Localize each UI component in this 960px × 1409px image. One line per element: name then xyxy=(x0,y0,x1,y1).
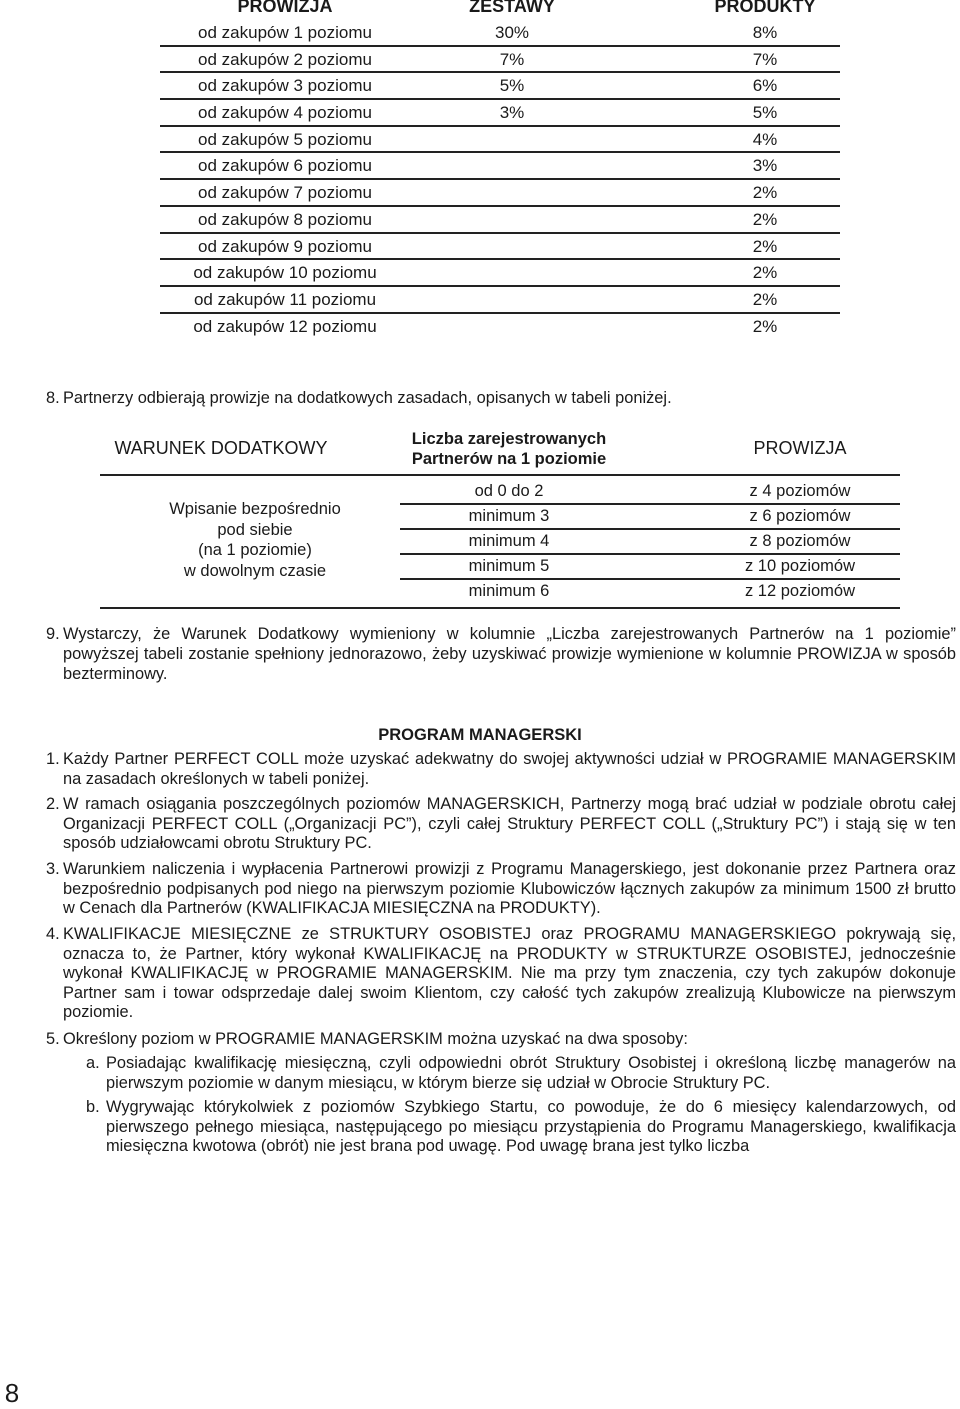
commission-cell: z 8 poziomów xyxy=(749,532,851,550)
sub-item-text: Wygrywając którykolwiek z poziomów Szybkiego Startu, co powoduje, że do 6 miesięcy kalendarzowych, od pierwszego pełnego miesiąca, następującego po miesiącu przystąpienia do Programu Managerskiego, kwalifikacja miesięczna kwotowa (obrót) nie jest brana pod uwagę. Pod uwagę brana jest tylko liczba xyxy=(106,1098,956,1156)
item-text: Każdy Partner PERFECT COLL może uzyskać adekwatny do swojej aktywności udział w PROGRAMIE MANAGERSKIM na zasadach określonych w tabeli poniżej. xyxy=(63,750,956,788)
table-row xyxy=(160,73,840,100)
paragraph-number: 9. xyxy=(46,625,60,643)
level-label: od zakupów 1 poziomu xyxy=(198,23,372,42)
products-value: 2% xyxy=(752,236,778,256)
sets-value: 5% xyxy=(499,76,525,96)
level-label: od zakupów 2 poziomu xyxy=(198,49,372,69)
item-number: 5. xyxy=(46,1030,60,1048)
count-cell: minimum 3 xyxy=(468,507,550,525)
sets-value: 7% xyxy=(499,49,525,69)
count-cell: od 0 do 2 xyxy=(474,482,544,500)
level-label: od zakupów 4 poziomu xyxy=(198,103,372,123)
products-value: 8% xyxy=(752,23,778,42)
condition-line: (na 1 poziomie) xyxy=(198,541,312,559)
sub-item-text: Posiadając kwalifikację miesięczną, czyli odpowiedni obrót Struktury Osobistej i określoną liczbę managerów na pierwszym poziomie w danym miesiącu, w którym bierze się udział w Obrocie Struktury PC. xyxy=(106,1054,956,1092)
section-title: PROGRAM MANAGERSKI xyxy=(378,726,582,744)
header-prowizja-2: PROWIZJA xyxy=(753,438,847,458)
commission-table-body xyxy=(160,20,840,340)
header-zestawy: ZESTAWY xyxy=(469,0,555,16)
products-value: 3% xyxy=(752,156,778,176)
header-produkty: PRODUKTY xyxy=(714,0,816,16)
level-label: od zakupów 6 poziomu xyxy=(198,156,372,176)
level-label: od zakupów 5 poziomu xyxy=(198,129,372,149)
header-prowizja: PROWIZJA xyxy=(237,0,333,16)
commission-cell: z 4 poziomów xyxy=(749,482,851,500)
table-row xyxy=(160,287,840,314)
level-label: od zakupów 11 poziomu xyxy=(193,289,377,309)
list-item xyxy=(46,795,956,854)
count-cell: minimum 6 xyxy=(468,582,550,600)
list-item xyxy=(46,1030,956,1050)
level-label: od zakupów 9 poziomu xyxy=(198,236,372,256)
item-text: W ramach osiągania poszczególnych poziomów MANAGERSKICH, Partnerzy mogą brać udział w podziale obrotu całej Organizacji PERFECT COLL („Organizacji PC”), czyli całej Struktury PERFECT COLL („Struktury PC”) i stają się w ten sposób udziałowcami obrotu Struktury PC. xyxy=(63,795,956,853)
count-cell: minimum 5 xyxy=(468,557,550,575)
products-value: 4% xyxy=(752,129,778,149)
paragraph-8 xyxy=(46,388,956,408)
condition-line: pod siebie xyxy=(217,520,293,539)
item-number: 2. xyxy=(46,795,60,813)
paragraph-text: Partnerzy odbierają prowizje na dodatkowych zasadach, opisanych w tabeli poniżej. xyxy=(63,389,672,407)
sub-item-letter: b. xyxy=(86,1098,100,1116)
list-item xyxy=(46,925,956,1023)
products-value: 2% xyxy=(752,316,778,336)
level-label: od zakupów 8 poziomu xyxy=(198,209,372,229)
table-row xyxy=(160,260,840,287)
commission-cell: z 10 poziomów xyxy=(744,557,856,575)
sets-value: 30% xyxy=(494,23,530,42)
products-value: 5% xyxy=(752,103,778,123)
header-divider xyxy=(100,474,900,476)
condition-line: Wpisanie bezpośrednio xyxy=(169,500,341,518)
header-liczba-line1: Liczba zarejestrowanych xyxy=(411,430,607,448)
commission-table-header xyxy=(160,0,840,20)
commission-cell: z 12 poziomów xyxy=(744,582,856,600)
list-item xyxy=(46,750,956,789)
products-value: 7% xyxy=(752,49,778,69)
products-value: 2% xyxy=(752,263,778,283)
products-value: 2% xyxy=(752,183,778,203)
level-label: od zakupów 10 poziomu xyxy=(193,263,377,283)
table-row xyxy=(160,100,840,127)
row-divider xyxy=(400,553,900,555)
item-number: 3. xyxy=(46,860,60,878)
row-divider xyxy=(400,578,900,580)
condition-cell xyxy=(100,499,410,581)
table-row xyxy=(160,180,840,207)
item-number: 4. xyxy=(46,925,60,943)
table-row xyxy=(160,234,840,261)
header-liczba xyxy=(400,429,618,469)
sets-value: 3% xyxy=(499,103,525,123)
sub-item xyxy=(86,1054,956,1093)
products-value: 2% xyxy=(752,289,778,309)
count-cell: minimum 4 xyxy=(468,532,550,550)
table-row xyxy=(160,127,840,154)
item-text: Warunkiem naliczenia i wypłacenia Partnerowi prowizji z Programu Managerskiego, jest dokonanie przez Partnera oraz bezpośrednio podpisanych pod niego na pierwszym poziomie Klubowiczów łącznych zakupów za minimum 1500 zł brutto w Cenach dla Partnerów (KWALIFIKACJA MIESIĘCZNA na PRODUKTY). xyxy=(63,860,956,918)
commission-cell: z 6 poziomów xyxy=(749,507,851,525)
sub-item-letter: a. xyxy=(86,1054,100,1072)
level-label: od zakupów 7 poziomu xyxy=(198,183,372,203)
commission-table xyxy=(160,0,840,340)
table-bottom-border xyxy=(100,607,900,609)
table-row xyxy=(160,153,840,180)
row-divider xyxy=(400,528,900,530)
header-warunek: WARUNEK DODATKOWY xyxy=(114,438,328,458)
paragraph-text: Wystarczy, że Warunek Dodatkowy wymieniony w kolumnie „Liczba zarejestrowanych Partnerów na 1 poziomie” powyższej tabeli zostanie spełniony jednorazowo, żeby uzyskiwać prowizje wymienione w kolumnie PROWIZJA w sposób bezterminowy. xyxy=(63,625,956,684)
page-number: 8 xyxy=(4,1378,20,1408)
condition-line: w dowolnym czasie xyxy=(183,561,327,580)
table-row xyxy=(160,47,840,74)
item-number: 1. xyxy=(46,750,60,768)
row-divider xyxy=(400,503,900,505)
header-liczba-line2: Partnerów na 1 poziomie xyxy=(411,450,607,468)
level-label: od zakupów 12 poziomu xyxy=(193,316,377,336)
table-row xyxy=(160,314,840,341)
table-row xyxy=(160,207,840,234)
paragraph-9 xyxy=(46,624,956,685)
item-text: KWALIFIKACJE MIESIĘCZNE ze STRUKTURY OSOBISTEJ oraz PROGRAMU MANAGERSKIEGO pokrywają się, oznacza to, że Partner, który wykonał KWALIFIKACJĘ na PRODUKTY w STRUKTURZE OSOBISTEJ, jednocześnie wykonał KWALIFIKACJĘ w PROGRAMIE MANAGERSKIM. Nie ma przy tym znaczenia, czy tych zakupów dokonuje Partner sam i towar odsprzedaje dalej swoim Klientom, czy całość tych zakupów zrealizują Klubowicze na pierwszym poziomie. xyxy=(63,925,956,1022)
list-item xyxy=(46,860,956,919)
products-value: 2% xyxy=(752,209,778,229)
table-row xyxy=(160,20,840,47)
sub-item xyxy=(86,1098,956,1157)
level-label: od zakupów 3 poziomu xyxy=(198,76,372,96)
products-value: 6% xyxy=(752,76,778,96)
item-text: Określony poziom w PROGRAMIE MANAGERSKIM można uzyskać na dwa sposoby: xyxy=(63,1030,688,1048)
paragraph-number: 8. xyxy=(46,389,60,407)
